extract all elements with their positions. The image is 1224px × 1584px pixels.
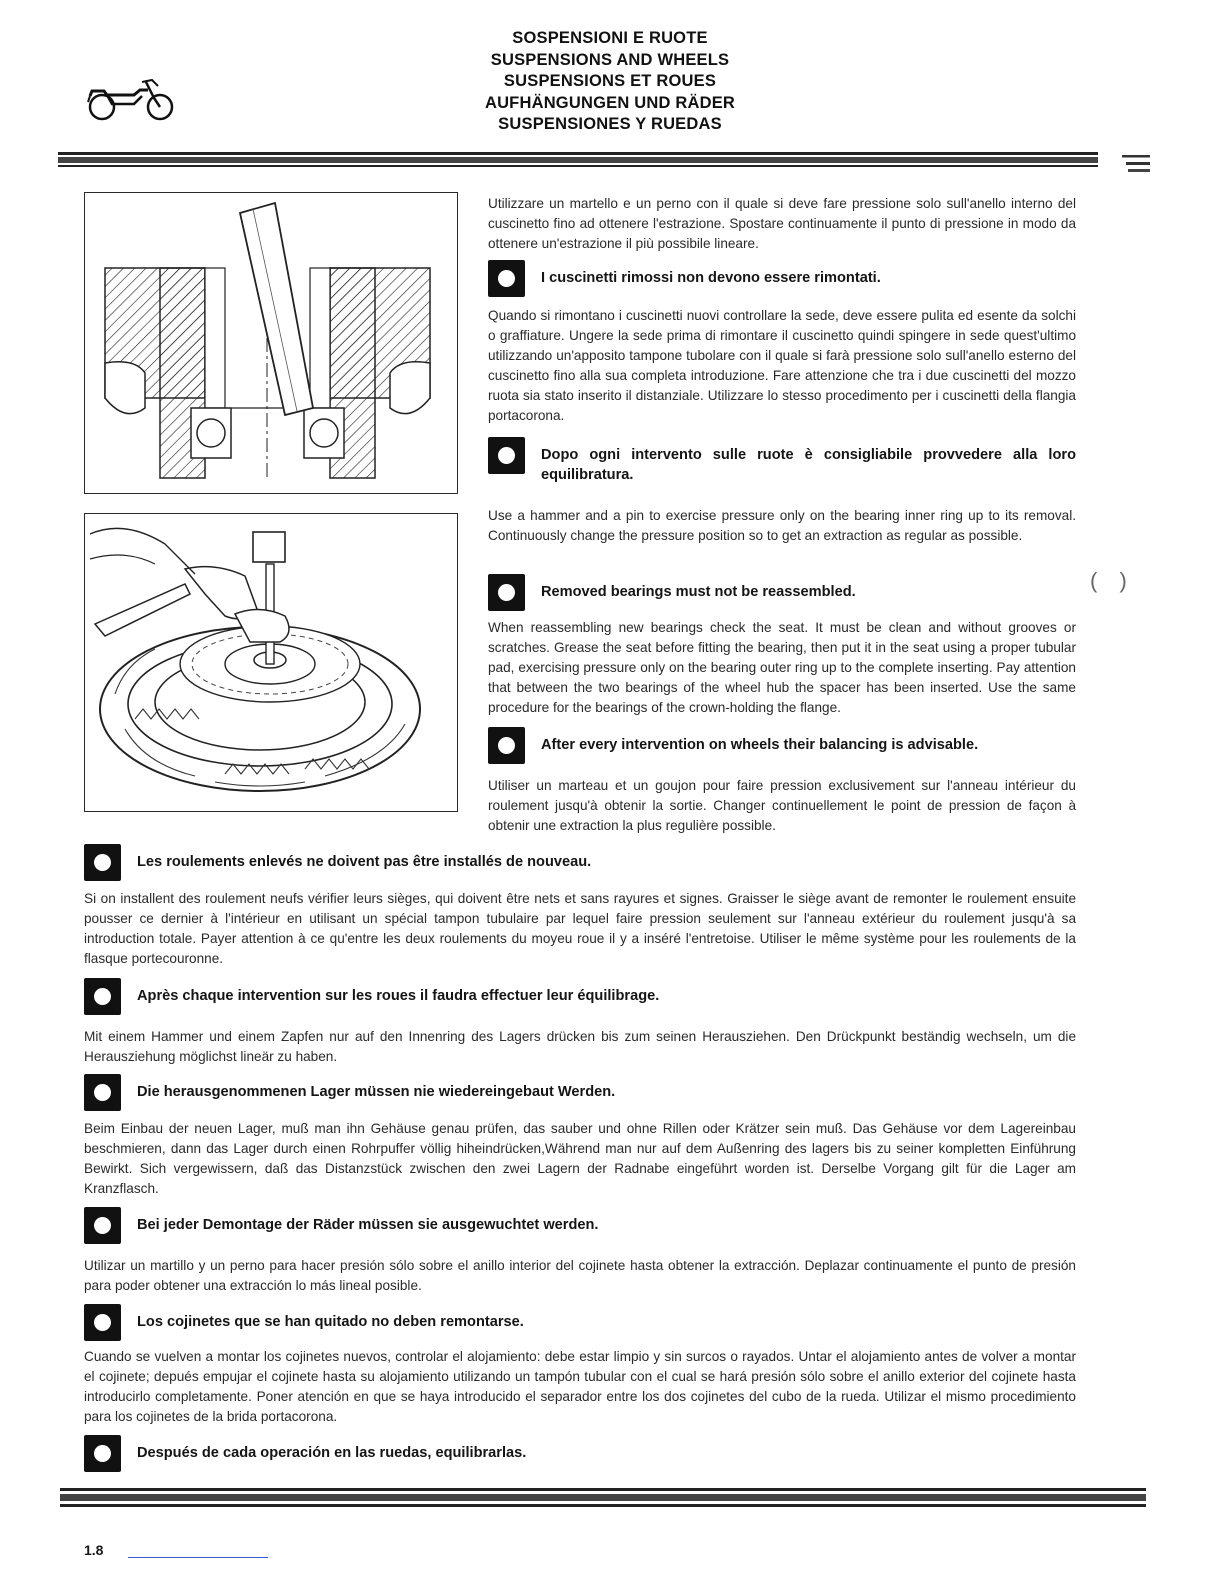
english-paragraph-1: Use a hammer and a pin to exercise pressure only on the bearing inner ring up to its removal. Continuously change the pressure position so to get an extraction as regular as possible. (488, 508, 1076, 543)
german-paragraph-2: Beim Einbau der neuen Lager, muß man ihn Gehäuse genau prüfen, das sauber und ohne Rillen oder Krätzer sein muß. Das Gehäuse vor dem Lagereinbau beschmieren, dann das Lager durch einen Rohrpuffer völlig hiheindrücken,Während man nur auf dem Außenring des lagers bis zu seiner kompletten Einführung Bewirkt. Sich vergewissern, daß das Distanzstück zwischen den zwei Lagern der Radnabe eingeführt worden ist. Derselbe Vorgang gilt für die Lager am Kranzflasch. (84, 1121, 1076, 1196)
english-paragraph-2: When reassembling new bearings check the seat. It must be clean and without grooves or scratches. Grease the seat before fitting the bearing, then put it in the seat using a proper tubular pad, exercising pressure only on the bearing outer ring up to the complete inserting. Pay attention that between the two bearings of the wheel hub the spacer has been inserted. Use the same procedure for the bearings of the crown-holding the flange. (488, 620, 1076, 715)
page-header (420, 28, 800, 136)
english-note-1 (488, 574, 1076, 611)
info-marker-icon (488, 260, 525, 297)
spanish-note-1-text: Los cojinetes que se han quitado no deben remontarse. (137, 1314, 524, 1330)
info-marker-icon (488, 574, 525, 611)
english-note-2 (488, 727, 1076, 764)
english-note-2-text: After every intervention on wheels their balancing is advisable. (541, 737, 979, 753)
footer-rule (60, 1488, 1146, 1510)
wheel-bearing-removal-figure (84, 513, 458, 812)
french-paragraph-2: Si on installent des roulement neufs vérifier leurs sièges, qui doivent être nets et sans rayures et signes. Graisser le siège avant de remonter le roulement ensuite pousser ce dernier à l'intérieur en utilisant un spécial tampon tubulaire par lequel faire pression seulement sur l'anneau extérieur du roulement jusqu'à sa introduction totale. Payer attention à ce qu'entre les deux roulements du moyeu roue il y a inséré l'entretoise. Utiliser le même système pour les roulements de la flasque portecouronne. (84, 891, 1076, 966)
title-english: SUSPENSIONS AND WHEELS (490, 50, 730, 69)
info-marker-icon (84, 1435, 121, 1472)
english-note-1-text: Removed bearings must not be reassembled. (541, 584, 856, 600)
italian-paragraph-2: Quando si rimontano i cuscinetti nuovi controllare la sede, deve essere pulita ed esente da solchi o graffiature. Ungere la sede prima di rimontare il cuscinetto quindi spingere in sede quest'ultimo utilizzando un'apposito tampone tubolare con il quale si farà pressione solo sull'anello esterno del cuscinetto fino alla sua completa introduzione. Fare attenzione che tra i due cuscinetti del mozzo ruota sia stato inserito il distanziale. Utilizzare lo stesso procedimento per i cuscinetti della flangia portacorona. (488, 308, 1076, 423)
french-note-2-text: Après chaque intervention sur les roues il faudra effectuer leur équilibrage. (137, 988, 660, 1004)
spanish-paragraph-2: Cuando se vuelven a montar los cojinetes nuevos, controlar el alojamiento: debe estar limpio y sin surcos o rayados. Untar el alojamiento antes de volver a montar el cojinete; depués empujar el cojinete hasta su alojamiento utilizando un tampón tubular con el cual se hará presión sólo sobre el anillo exterior del cojinete hasta introducirlo completamente. Poner atención en que se haya introducido el separador entre los dos cojinetes del cubo de la rueda. Utilizar el mismo procedimiento para los cojinetes de la brida portacorona. (84, 1349, 1076, 1424)
info-marker-icon (84, 1304, 121, 1341)
french-note-2 (84, 978, 1076, 1015)
german-note-2 (84, 1207, 1076, 1244)
title-italian: SOSPENSIONI E RUOTE (512, 29, 708, 47)
footer-link-line (128, 1557, 268, 1558)
info-marker-icon (488, 727, 525, 764)
info-marker-icon (84, 844, 121, 881)
french-note-1 (84, 844, 1076, 881)
german-paragraph-1: Mit einem Hammer und einem Zapfen nur auf den Innenring des Lagers drücken bis zum seinen Herausziehen. Den Drückpunkt beständig wechseln, um die Herausziehung möglichst lineär zu haben. (84, 1029, 1076, 1064)
bearing-section-figure (84, 192, 458, 494)
title-french: SUSPENSIONS ET ROUES (503, 72, 717, 90)
title-spanish: SUSPENSIONES Y RUEDAS (498, 115, 722, 133)
spanish-note-1 (84, 1304, 1076, 1341)
spanish-paragraph-1: Utilizar un martillo y un perno para hacer presión sólo sobre el anillo interior del cojinete hasta obtener la extracción. Deplazar continuamente el punto de presión para poder obtener una extracción lo más lineal posible. (84, 1258, 1076, 1293)
info-marker-icon (84, 1074, 121, 1111)
italian-note-2 (488, 437, 1076, 485)
header-rule-end (1122, 152, 1152, 176)
header-rule (58, 152, 1098, 170)
german-note-1-text: Die herausgenommenen Lager müssen nie wiedereingebaut Werden. (137, 1084, 616, 1100)
italian-note-1 (488, 260, 1076, 297)
title-german: AUFHÄNGUNGEN UND RÄDER (484, 93, 736, 112)
info-marker-icon (488, 437, 525, 474)
german-note-1 (84, 1074, 1076, 1111)
info-marker-icon (84, 978, 121, 1015)
side-margin-mark: ( ) (1090, 568, 1135, 593)
italian-paragraph-1: Utilizzare un martello e un perno con il quale si deve fare pressione solo sull'anello interno del cuscinetto fino ad ottenere l'estrazione. Spostare continuamente il punto di pressione in modo da ottenere un'estrazione il più possibile lineare. (488, 196, 1076, 251)
info-marker-icon (84, 1207, 121, 1244)
motorcycle-icon (82, 74, 182, 126)
spanish-note-2 (84, 1435, 1076, 1472)
italian-note-2-text: Dopo ogni intervento sulle ruote è consigliabile provvedere alla loro equilibratura. (541, 447, 1076, 483)
french-paragraph-1: Utiliser un marteau et un goujon pour faire pression exclusivement sur l'anneau intérieur du roulement jusqu'à obtenir la sortie. Changer continuellement le point de pression de façon à obtenir une extraction la plus regulière possible. (488, 778, 1076, 833)
spanish-note-2-text: Después de cada operación en las ruedas, equilibrarlas. (137, 1445, 527, 1461)
german-note-2-text: Bei jeder Demontage der Räder müssen sie ausgewuchtet werden. (137, 1217, 599, 1233)
italian-note-1-text: I cuscinetti rimossi non devono essere rimontati. (541, 270, 881, 286)
french-note-1-text: Les roulements enlevés ne doivent pas être installés de nouveau. (137, 854, 592, 870)
page-number: 1.8 (84, 1542, 104, 1558)
